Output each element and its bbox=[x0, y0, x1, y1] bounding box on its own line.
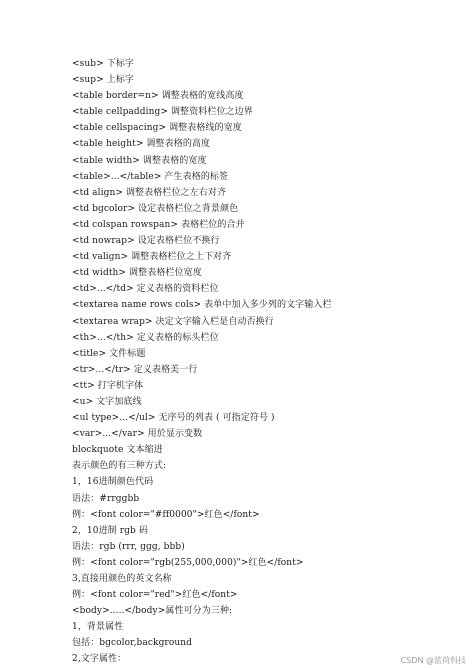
text-line: <td width> 调整表格栏位宽度 bbox=[72, 268, 202, 279]
text-line: <table width> 调整表格的宽度 bbox=[72, 155, 207, 166]
text-line: 3,直接用颜色的英文名称 bbox=[72, 574, 172, 584]
text-line: 语法：rgb (rrr, ggg, bbb) bbox=[72, 541, 185, 552]
document-body bbox=[72, 56, 452, 668]
text-line: <title> 文件标题 bbox=[72, 348, 146, 359]
text-line: <textarea wrap> 决定文字输入栏是自动否换行 bbox=[72, 316, 274, 327]
text-line: 包括：bgcolor,background bbox=[72, 638, 193, 649]
text-line: 例：<font color="red">红色</font> bbox=[72, 590, 238, 601]
text-line: <ul type>...</ul> 无序号的列表 ( 可指定符号 ) bbox=[72, 413, 275, 424]
text-line: 2，10进制 rgb 码 bbox=[72, 525, 148, 536]
text-line: <td>...</td> 定义表格的资料栏位 bbox=[72, 284, 219, 295]
text-line: 语法：#rrggbb bbox=[72, 493, 140, 504]
text-line: 2,文字属性： bbox=[72, 654, 127, 665]
text-line: <u> 文字加底线 bbox=[72, 396, 142, 407]
text-line: <td bgcolor> 设定表格栏位之背景颜色 bbox=[72, 203, 239, 214]
text-line: <table border=n> 调整表格的宽线高度 bbox=[72, 91, 244, 102]
text-line: 例：<font color="rgb(255,000,000)">红色</font> bbox=[72, 557, 304, 568]
text-line: <td valign> 调整表格栏位之上下对齐 bbox=[72, 252, 232, 263]
text-line: <table cellspacing> 调整表格线的宽度 bbox=[72, 123, 242, 134]
text-line: <sup> 上标字 bbox=[72, 75, 135, 86]
text-line: <th>...</th> 定义表格的标头栏位 bbox=[72, 332, 219, 343]
text-line: <td colspan rowspan> 表格栏位的合并 bbox=[72, 219, 245, 230]
text-line: 1，背景属性 bbox=[72, 622, 124, 633]
text-line: <textarea name rows cols> 表单中加入多少列的文字输入栏 bbox=[72, 300, 332, 311]
text-line: 表示颜色的有三种方式: bbox=[72, 461, 167, 472]
text-line: <tr>...</tr> 定义表格美一行 bbox=[72, 364, 198, 375]
text-line: <sub> 下标字 bbox=[72, 59, 135, 69]
text-line: 1，16进制颜色代码 bbox=[72, 477, 154, 488]
text-line: <tt> 打字机字体 bbox=[72, 380, 144, 391]
text-line: blockquote 文本缩进 bbox=[72, 445, 163, 456]
csdn-watermark: CSDN @蓝荷科技 bbox=[400, 656, 466, 665]
text-line: <table>...</table> 产生表格的标签 bbox=[72, 171, 229, 182]
text-line: <table height> 调整表格的高度 bbox=[72, 139, 211, 150]
text-line: 例：<font color="#ff0000">红色</font> bbox=[72, 509, 260, 520]
text-line: <td nowrap> 设定表格栏位不换行 bbox=[72, 236, 220, 247]
text-line: <table cellpadding> 调整资料栏位之边界 bbox=[72, 107, 253, 118]
text-line: <body>.....</body>属性可分为三种: bbox=[72, 606, 233, 617]
text-line: <var>...</var> 用於显示变数 bbox=[72, 429, 203, 440]
text-line: <td align> 调整表格栏位之左右对齐 bbox=[72, 187, 227, 198]
